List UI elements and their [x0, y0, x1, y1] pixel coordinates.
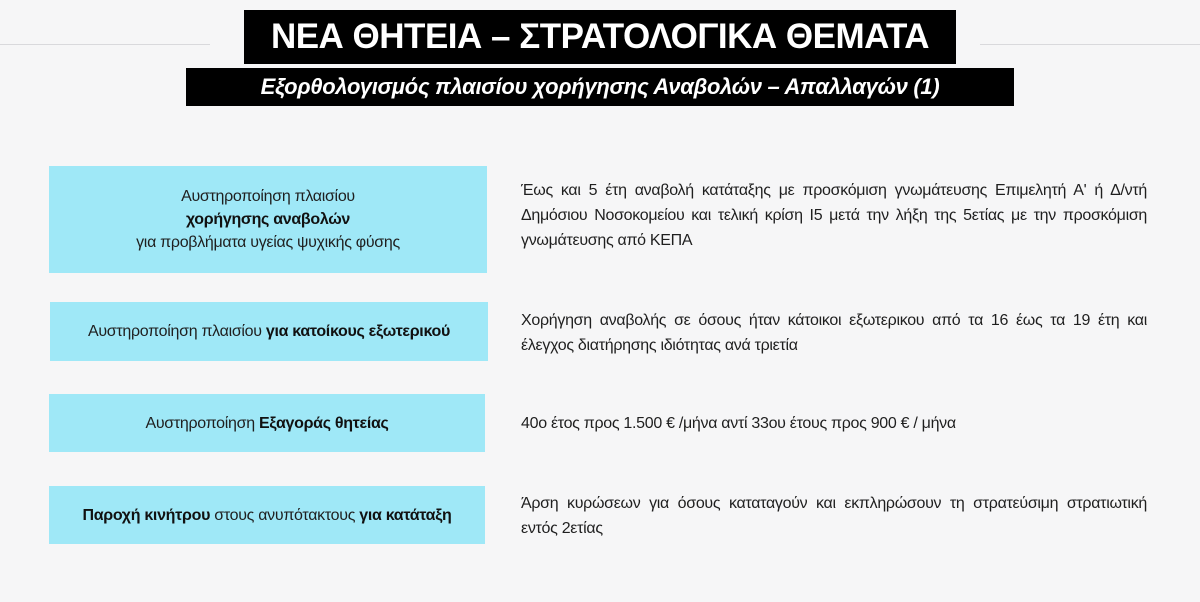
measure-label-line: για προβλήματα υγείας ψυχικής φύσης	[136, 234, 400, 251]
measure-description: Έως και 5 έτη αναβολή κατάταξης με προσκόμιση γνωμάτευσης Επιμελητή Α' ή Δ/ντή Δημόσιου Νοσοκομείου και τελική κρίση Ι5 μετά την λήξη της 5ετίας με την προσκόμιση γνωμάτευσης από ΚΕΠΑ	[521, 182, 1147, 249]
measure-label-bold: για κατοίκους εξωτερικού	[265, 323, 451, 340]
page-title	[244, 10, 956, 64]
page-subtitle	[186, 68, 1014, 106]
measure-label-bold: Παροχή κινήτρου	[82, 506, 211, 524]
page-subtitle-text: Εξορθολογισμός πλαισίου χορήγησης Αναβολών – Απαλλαγών (1)	[260, 74, 940, 99]
measure-label-box	[49, 166, 487, 273]
measure-label-bold: για κατάταξη	[359, 506, 452, 524]
measure-label-text: στους ανυπότακτους	[210, 506, 360, 524]
measure-label-bold: χορήγησης αναβολών	[185, 211, 351, 228]
measure-label-line	[83, 504, 452, 527]
measure-description: Χορήγηση αναβολής σε όσους ήταν κάτοικοι εξωτερικου από τα 16 έως τα 19 έτη και έλεγχος διατήρησης ιδιότητας ανά τριετία	[521, 312, 1147, 354]
measure-label-line	[88, 320, 450, 343]
measure-label-line: Αυστηροποίηση πλαισίου	[181, 188, 355, 205]
measure-label-text: Αυστηροποίηση	[145, 414, 259, 432]
measure-description: 40ο έτος προς 1.500 € /μήνα αντί 33ου έτους προς 900 € / μήνα	[521, 415, 956, 432]
measure-label-box	[50, 302, 488, 361]
measure-label-line	[145, 412, 388, 435]
measure-label-bold: Εξαγοράς θητείας	[258, 414, 389, 432]
decorative-line-right	[980, 44, 1200, 45]
page-title-text: ΝΕΑ ΘΗΤΕΙΑ – ΣΤΡΑΤΟΛΟΓΙΚΑ ΘΕΜΑΤΑ	[270, 17, 930, 56]
measure-label-text: Αυστηροποίηση πλαισίου	[87, 323, 266, 340]
measure-description: Άρση κυρώσεων για όσους καταταγούν και εκπληρώσουν τη στρατεύσιμη στρατιωτική εντός 2ετίας	[521, 495, 1147, 537]
measure-label-box	[49, 394, 485, 452]
decorative-line-left	[0, 44, 210, 45]
measure-label-box	[49, 486, 485, 544]
